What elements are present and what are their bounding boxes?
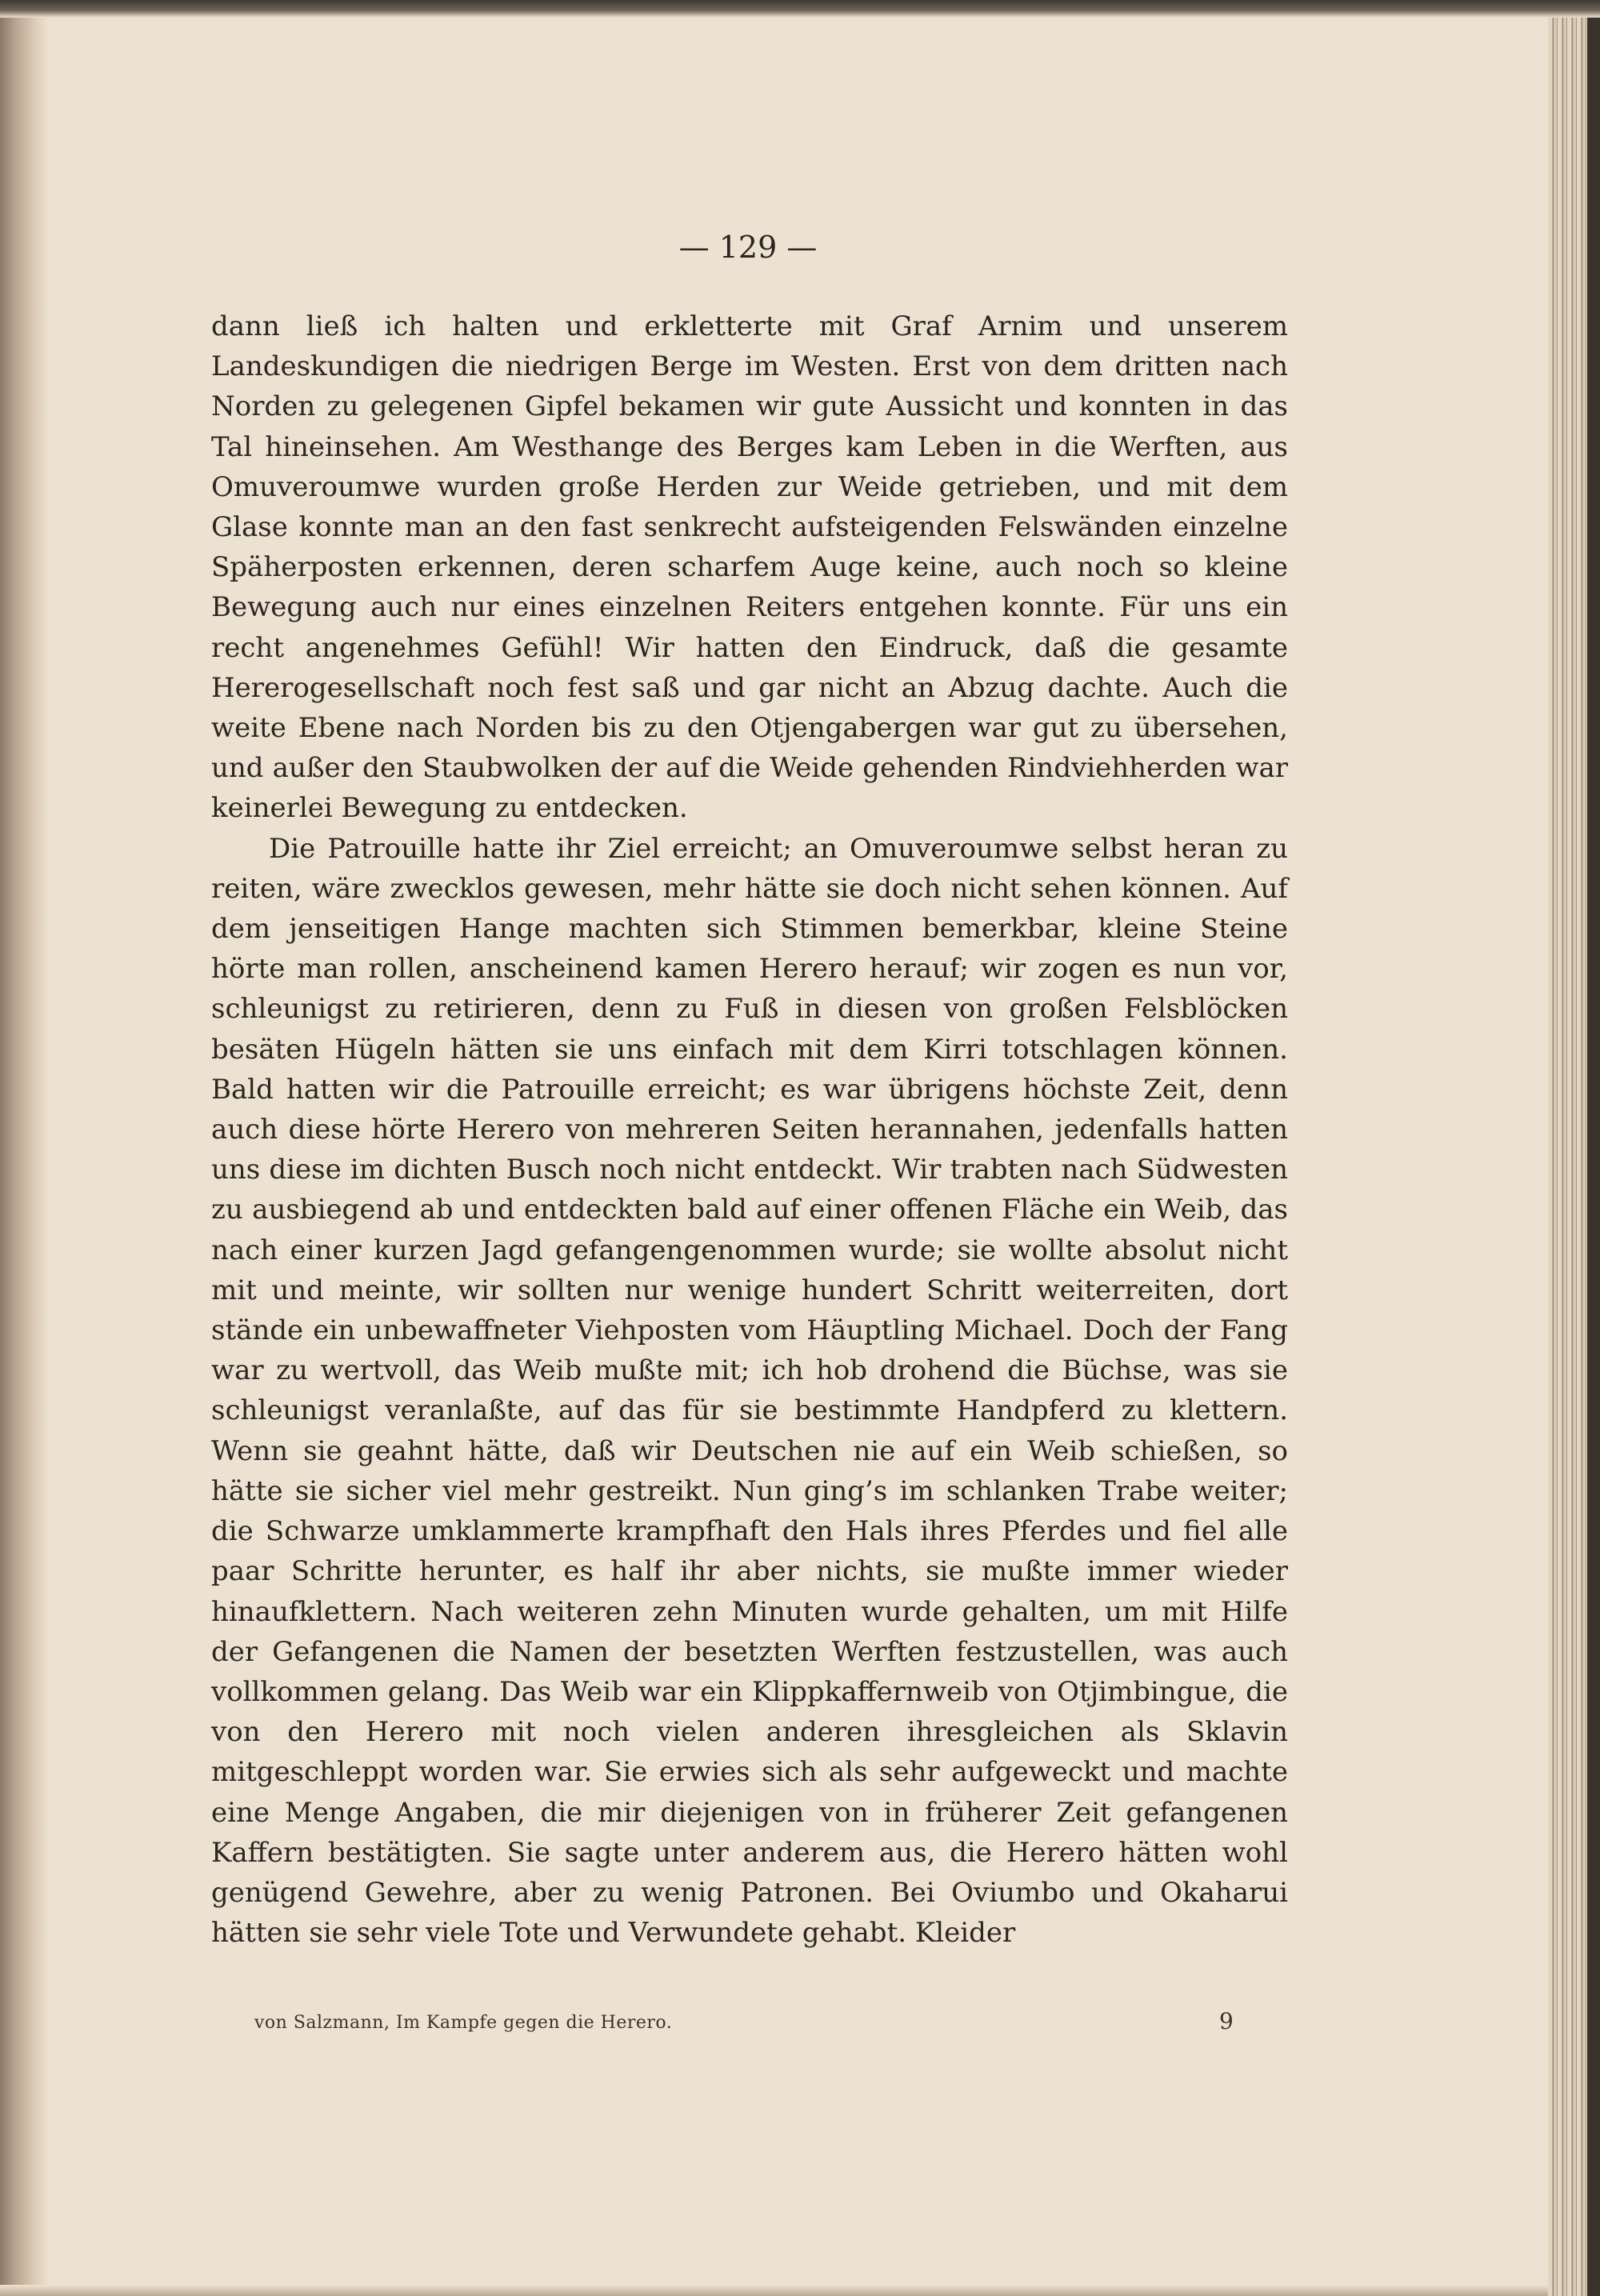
footer-sheet-number: 9 [1219,2008,1234,2034]
page-bottom-shadow [0,2285,1548,2296]
paragraph-2: Die Patrouille hatte ihr Ziel erreicht; an Omuveroumwe selbst heran zu reiten, wäre zwecklos gewesen, mehr hätte sie doch nicht sehen können. Auf dem jenseitigen Hange machten sich Stimmen bemerkbar, kleine Steine hörte man rollen, anscheinend kamen Herero herauf; wir zogen es nun vor, schleunigst zu retirieren, denn zu Fuß in diesen von großen Felsblöcken besäten Hügeln hätten sie uns einfach mit dem Kirri totschlagen können. Bald hatten wir die Patrouille erreicht; es war übrigens höchste Zeit, denn auch diese hörte Herero von mehreren Seiten herannahen, jedenfalls hatten uns diese im dichten Busch noch nicht entdeckt. Wir trabten nach Südwesten zu ausbiegend ab und entdeckten bald auf einer offenen Fläche ein Weib, das nach einer kurzen Jagd gefangengenommen wurde; sie wollte absolut nicht mit und meinte, wir sollten nur wenige hundert Schritt weiterreiten, dort stände ein unbewaffneter Viehposten vom Häuptling Michael. Doch der Fang war zu wertvoll, das Weib mußte mit; ich hob drohend die Büchse, was sie schleunigst veranlaßte, auf das für sie bestimmte Handpferd zu klettern. Wenn sie geahnt hätte, daß wir Deutschen nie auf ein Weib schießen, so hätte sie sicher viel mehr gestreikt. Nun ging’s im schlanken Trabe weiter; die Schwarze umklammerte krampfhaft den Hals ihres Pferdes und fiel alle paar Schritte herunter, es half ihr aber nichts, sie mußte immer wieder hinaufklettern. Nach weiteren zehn Minuten wurde gehalten, um mit Hilfe der Gefangenen die Namen der besetzten Werften festzustellen, was auch vollkommen gelang. Das Weib war ein Klippkaffernweib von Otjimbingue, die von den Herero mit noch vielen anderen ihresgleichen als Sklavin mitgeschleppt worden war. Sie erwies sich als sehr aufgeweckt und machte eine Menge Angaben, die mir diejenigen von in früherer Zeit gefangenen Kaffern bestätigten. Sie sagte unter anderem aus, die Herero hätten wohl genügend Gewehre, aber zu wenig Patronen. Bei Oviumbo und Okaharui hätten sie sehr viele Tote und Verwundete gehabt. Kleider [211,832,1288,1950]
body-text [211,306,1288,1953]
paragraph-1: dann ließ ich halten und erkletterte mit Graf Arnim und unserem Landeskundigen die niedrigen Berge im Westen. Erst von dem dritten nach Norden zu gelegenen Gipfel bekamen wir gute Aussicht und konnten in das Tal hineinsehen. Am Westhange des Berges kam Leben in die Werften, aus Omuveroumwe wurden große Herden zur Weide getrieben, und mit dem Glase konnte man an den fast senkrecht aufsteigenden Felswänden einzelne Späherposten erkennen, deren scharfem Auge keine, auch noch so kleine Bewegung auch nur eines einzelnen Reiters entgehen konnte. Für uns ein recht angenehmes Gefühl! Wir hatten den Eindruck, daß die gesamte Hererogesellschaft noch fest saß und gar nicht an Abzug dachte. Auch die weite Ebene nach Norden bis zu den Otjengabergen war gut zu übersehen, und außer den Staubwolken der auf die Weide gehenden Rindviehherden war keinerlei Bewegung zu entdecken. [211,310,1288,825]
page-edges [1548,0,1600,2296]
binding-gutter [0,0,50,2296]
page-number: — 129 — [678,230,818,265]
footer-signature: von Salzmann, Im Kampfe gegen die Herero. [254,2013,673,2033]
top-shadow [0,0,1600,18]
